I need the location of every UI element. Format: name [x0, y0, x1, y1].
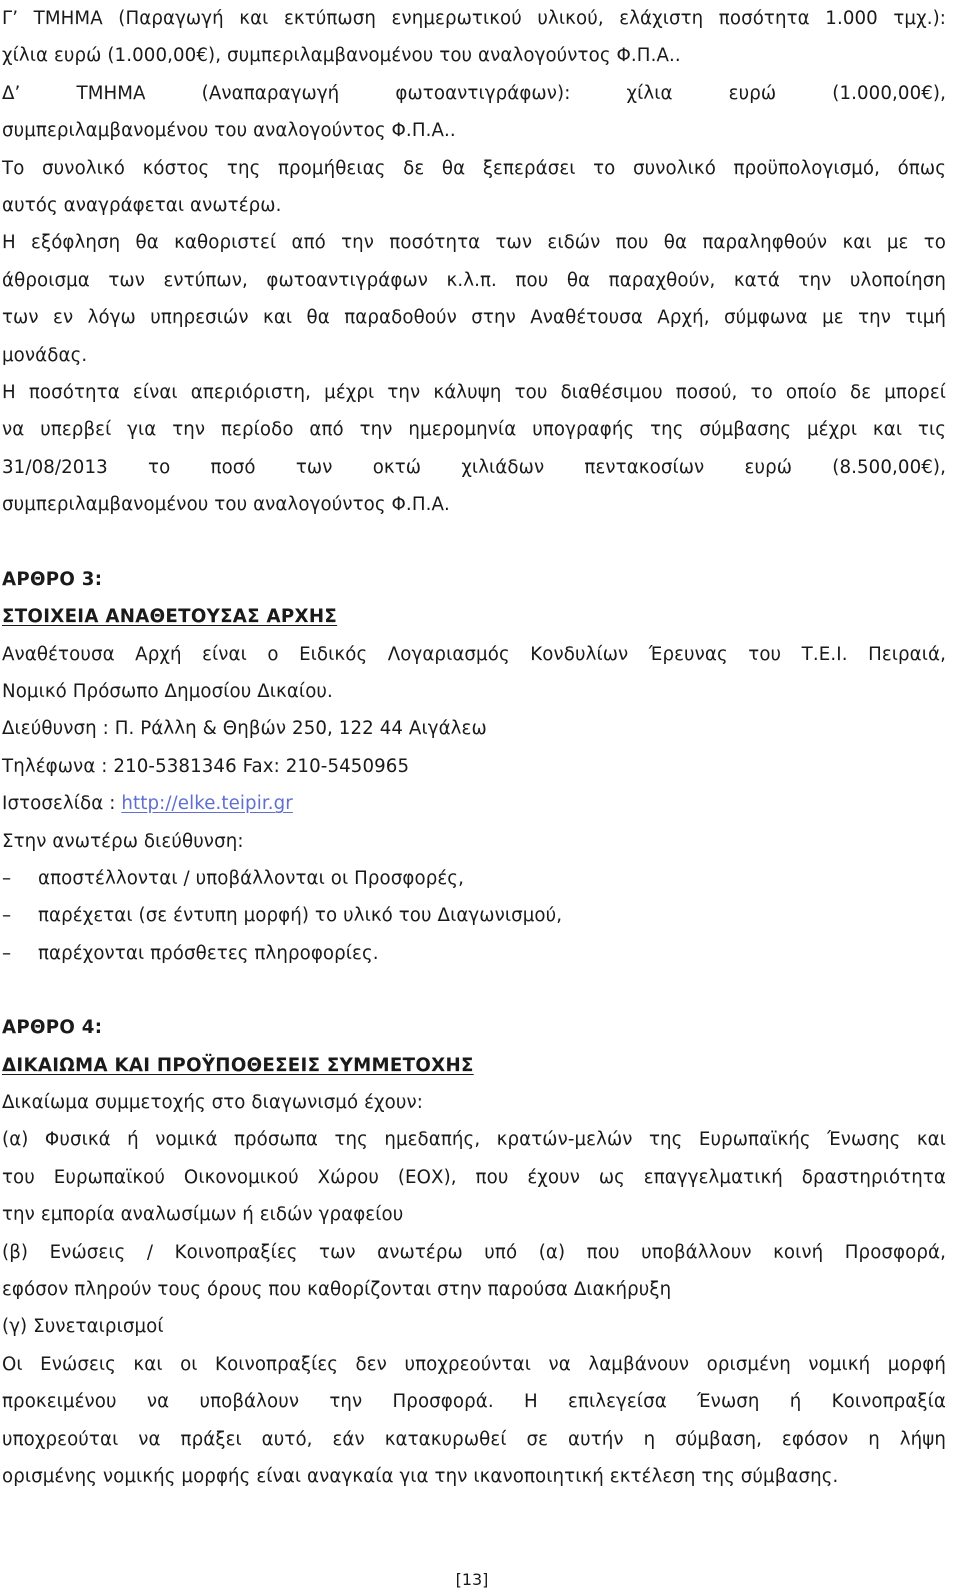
- list-item: [2, 935, 946, 972]
- payment-line-2: άθροισμα των εντύπων, φωτοαντιγράφων κ.λ.π. που θα παραχθούν, κατά την υλοποίηση: [2, 269, 946, 291]
- list-item-text: παρέχεται (σε έντυπη μορφή) το υλικό του Διαγωνισμού,: [38, 905, 563, 927]
- total-cost-line-2: αυτός αναγράφεται ανωτέρω.: [2, 195, 282, 217]
- quantity-line-4: συμπεριλαμβανομένου του αναλογούντος Φ.Π.Α.: [2, 494, 450, 516]
- unions-line-4: ορισμένης νομικής μορφής είναι αναγκαία για την ικανοποιητική εκτέλεση της σύμβασης.: [2, 1466, 839, 1488]
- eligibility-a-line-1: (α) Φυσικά ή νομικά πρόσωπα της ημεδαπής, κρατών-μελών της Ευρωπαϊκής Ένωσης και: [2, 1129, 946, 1151]
- section-c-line-1: Γ’ ΤΜΗΜΑ (Παραγωγή και εκτύπωση ενημερωτικού υλικού, ελάχιστη ποσότητα 1.000 τμχ.):: [2, 8, 946, 29]
- eligibility-a-line-3: την εμπορία αναλωσίμων ή ειδών γραφείου: [2, 1204, 404, 1226]
- website-line: [2, 785, 946, 822]
- section-c-line-2: χίλια ευρώ (1.000,00€), συμπεριλαμβανομένου του αναλογούντος Φ.Π.Α..: [2, 45, 681, 67]
- eligibility-intro: Δικαίωμα συμμετοχής στο διαγωνισμό έχουν:: [2, 1091, 423, 1113]
- eligibility-c-line: (γ) Συνεταιρισμοί: [2, 1316, 164, 1338]
- article-4-subtitle: ΔΙΚΑΙΩΜΑ ΚΑΙ ΠΡΟΫΠΟΘΕΣΕΙΣ ΣΥΜΜΕΤΟΧΗΣ: [2, 1054, 474, 1076]
- payment-line-4: μονάδας.: [2, 344, 88, 366]
- quantity-line-1: Η ποσότητα είναι απεριόριστη, μέχρι την κάλυψη του διαθέσιμου ποσού, το οποίο δε μπορεί: [2, 382, 946, 404]
- list-item: [2, 897, 946, 934]
- payment-line-1: Η εξόφληση θα καθοριστεί από την ποσότητα των ειδών που θα παραληφθούν και με το: [2, 232, 946, 254]
- article-3-title: ΑΡΘΡΟ 3:: [2, 568, 103, 590]
- authority-line-2: Νομικό Πρόσωπο Δημοσίου Δικαίου.: [2, 680, 333, 702]
- dash-bullet-icon: –: [2, 942, 12, 964]
- eligibility-b-line-1: (β) Ενώσεις / Κοινοπραξίες των ανωτέρω υπό (α) που υποβάλλουν κοινή Προσφορά,: [2, 1241, 946, 1263]
- website-link[interactable]: http://elke.teipir.gr: [121, 793, 293, 815]
- unions-line-3: υποχρεούται να πράξει αυτό, εάν κατακυρωθεί σε αυτήν η σύμβαση, εφόσον η λήψη: [2, 1428, 946, 1450]
- total-cost-line-1: Το συνολικό κόστος της προμήθειας δε θα ξεπεράσει το συνολικό προϋπολογισμό, όπως: [2, 157, 946, 179]
- quantity-line-3: 31/08/2013 το ποσό των οκτώ χιλιάδων πεντακοσίων ευρώ (8.500,00€),: [2, 456, 946, 478]
- dash-bullet-icon: –: [2, 867, 12, 889]
- spacer: [2, 972, 946, 1009]
- eligibility-b-line-2: εφόσον πληρούν τους όρους που καθορίζονται στην παρούσα Διακήρυξη: [2, 1279, 672, 1300]
- phones-line: Τηλέφωνα : 210-5381346 Fax: 210-5450965: [2, 755, 410, 777]
- list-item-text: αποστέλλονται / υποβάλλονται οι Προσφορές,: [38, 867, 464, 889]
- section-d-line-1: Δ’ ΤΜΗΜΑ (Αναπαραγωγή φωτοαντιγράφων): χίλια ευρώ (1.000,00€),: [2, 82, 946, 104]
- list-item: [2, 860, 946, 897]
- list-item-text: παρέχονται πρόσθετες πληροφορίες.: [38, 942, 379, 964]
- page-number: [13]: [455, 1570, 489, 1589]
- payment-line-3: των εν λόγω υπηρεσιών και θα παραδοθούν στην Αναθέτουσα Αρχή, σύμφωνα με την τιμή: [2, 307, 946, 329]
- dash-bullet-icon: –: [2, 905, 12, 927]
- unions-line-1: Οι Ενώσεις και οι Κοινοπραξίες δεν υποχρεούνται να λαμβάνουν ορισμένη νομική μορφή: [2, 1353, 946, 1375]
- article-4-title: ΑΡΘΡΟ 4:: [2, 1017, 103, 1039]
- address-intro: Στην ανωτέρω διεύθυνση:: [2, 830, 244, 852]
- spacer: [2, 524, 946, 561]
- article-3-subtitle: ΣΤΟΙΧΕΙΑ ΑΝΑΘΕΤΟΥΣΑΣ ΑΡΧΗΣ: [2, 606, 338, 628]
- website-label: Ιστοσελίδα :: [2, 793, 122, 815]
- address-line: Διεύθυνση : Π. Ράλλη & Θηβών 250, 122 44 Αιγάλεω: [2, 718, 487, 740]
- eligibility-a-line-2: του Ευρωπαϊκού Οικονομικού Χώρου (ΕΟΧ), που έχουν ως επαγγελματική δραστηριότητα: [2, 1166, 946, 1188]
- unions-line-2: προκειμένου να υποβάλουν την Προσφορά. Η επιλεγείσα Ένωση ή Κοινοπραξία: [2, 1391, 946, 1413]
- authority-line-1: Αναθέτουσα Αρχή είναι ο Ειδικός Λογαριασμός Κονδυλίων Έρευνας του Τ.Ε.Ι. Πειραιά,: [2, 643, 946, 665]
- quantity-line-2: να υπερβεί για την περίοδο από την ημερομηνία υπογραφής της σύμβασης μέχρι και τις: [2, 419, 946, 441]
- section-d-line-2: συμπεριλαμβανομένου του αναλογούντος Φ.Π.Α..: [2, 120, 456, 142]
